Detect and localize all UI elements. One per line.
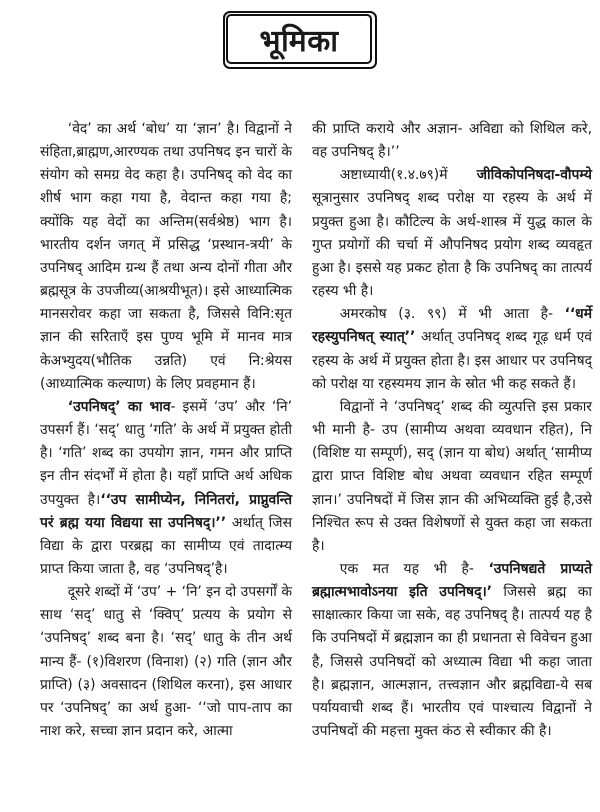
paragraph-text: जिससे ब्रह्म का साक्षात्कार किया जा सके, वह उपनिषद् है। तात्पर्य यह है कि उपनिषदों में ब्रह्मज्ञान का ही प्रधानता से विवेचन हुआ है, जिससे उपनिषदों को अध्यात्म विद्या भी कहा जाता है। ब्रह्मज्ञान, आत्मज्ञान, तत्त्वज्ञान और ब्रह्मविद्या-ये सब पर्यायवाची शब्द हैं। भारतीय एवं पाश्चात्य विद्वानों ने उपनिषदों की महत्ता मुक्त कंठ से स्वीकार की है। bbox=[312, 584, 592, 740]
sanskrit-quote: ‘‘उप सामीप्येन, निनितरां, प्राप्नुवन्ति परं ब्रह्म यया विद्यया सा उपनिषद्।’’ bbox=[40, 491, 292, 531]
paragraph-text: एक मत यह भी है- bbox=[339, 560, 489, 577]
paragraph-amarkosh bbox=[312, 303, 592, 396]
sutra-reference: जीविकोपनिषदा-वौपम्ये bbox=[476, 167, 592, 184]
left-column bbox=[40, 118, 292, 743]
paragraph-text: अमरकोष (३. ९९) में भी आता है- bbox=[339, 306, 565, 323]
paragraph-text: सूत्रानुसार उपनिषद् शब्द परोक्ष या रहस्य के अर्थ में प्रयुक्त हुआ है। कौटिल्य के अर्थ-शास्त्र में युद्ध काल के गुप्त प्रयोगों की चर्चा में औपनिषद प्रयोग शब्द व्यवहृत हुआ है। इससे यह प्रकट होता है कि उपनिषद् का तात्पर्य रहस्य भी है। bbox=[312, 190, 592, 300]
section-heading: ‘उपनिषद्’ का भाव bbox=[67, 398, 171, 415]
sanskrit-quote: ‘उपनिषद्यते प्राप्यते ब्रह्मात्मभावोऽनया इति उपनिषद्।’ bbox=[312, 560, 592, 601]
paragraph-veda-meaning: ‘वेद’ का अर्थ ‘बोध’ या ‘ज्ञान’ है। विद्वानों ने संहिता,ब्राह्मण,आरण्यक तथा उपनिषद इन चारों के संयोग को समग्र वेद कहा है। उपनिषद् को वेद का शीर्ष भाग कहा गया है, वेदान्त कहा गया है; क्योंकि यह वेदों का अन्तिम(सर्वश्रेष्ठ) भाग है। भारतीय दर्शन जगत् में प्रसिद्ध ‘प्रस्थान-त्रयी’ के उपनिषद् आदिम ग्रन्थ हैं तथा अन्य दोनों गीता और ब्रह्मसूत्र के उपजीव्य(आश्रयीभूत)। इसे आध्यात्मिक मानसरोवर कहा जा सकता है, जिससे विनि:सृत ज्ञान की सरिताएँ इस पुण्य भूमि में मानव मात्र केअभ्युदय(भौतिक उन्नति) एवं नि:श्रेयस (आध्यात्मिक कल्याण) के लिए प्रवहमान हैं। bbox=[40, 121, 292, 392]
paragraph-ashtadhyayi bbox=[312, 164, 592, 303]
paragraph-etymology: दूसरे शब्दों में ‘उप’ + ‘नि’ इन दो उपसर्गों के साथ ‘सद्’ धातु से ‘क्विप्’ प्रत्यय के प्रयोग से ‘उपनिषद्’ शब्द बना है। ‘सद्’ धातु के तीन अर्थ मान्य हैं- (१)विशरण (विनाश) (२) गति (ज्ञान और प्राप्ति) (३) अवसादन (शिथिल करना), इस आधार पर ‘उपनिषद्’ का अर्थ हुआ- ‘‘जो पाप-ताप का नाश करे, सच्चा ज्ञान प्रदान करे, आत्मा bbox=[40, 584, 292, 740]
paragraph-upanishad-bhava bbox=[40, 396, 292, 581]
paragraph-another-view bbox=[312, 558, 592, 743]
paragraph-text: अर्थात् जिस विद्या के द्वारा परब्रह्म का सामीप्य एवं तादात्म्य प्राप्त किया जाता है, वह ‘उपनिषद्’है। bbox=[40, 514, 292, 577]
paragraph-continuation: की प्राप्ति कराये और अज्ञान- अविद्या को शिथिल करे, वह उपनिषद् है।’’ bbox=[312, 121, 592, 161]
sanskrit-quote: ‘‘धर्मे रहस्युपनिषत् स्यात्’’ bbox=[312, 306, 592, 346]
right-column bbox=[312, 118, 592, 743]
page-header bbox=[0, 10, 600, 74]
paragraph-text: - इसमें ‘उप’ और ‘नि’ उपसर्ग हैं। ‘सद्’ धातु ‘गति’ के अर्थ में प्रयुक्त होती है। ‘गति’ शब्द का उपयोग ज्ञान, गमन और प्राप्ति इन तीन संदर्भों में होता है। यहाँ प्राप्ति अर्थ अधिक उपयुक्त है। bbox=[40, 398, 292, 508]
page-title: भूमिका bbox=[259, 23, 339, 59]
paragraph-derivation: विद्वानों ने ‘उपनिषद्’ शब्द की व्युत्पत्ति इस प्रकार भी मानी है- उप (सामीप्य अथवा व्यवधान रहित), नि (विशिष्ट या सम्पूर्ण), सद् (ज्ञान या बोध) अर्थात् ‘सामीप्य द्वारा प्राप्त विशिष्ट बोध अथवा व्यवधान रहित सम्पूर्ण ज्ञान।’ उपनिषदों में जिस ज्ञान की अभिव्यक्ति हुई है,उसे निश्चित रूप से उक्त विशेषणों से युक्त कहा जा सकता है। bbox=[312, 398, 592, 554]
paragraph-text: अष्टाध्यायी(१.४.७९)में bbox=[339, 167, 477, 184]
paragraph-text: अर्थात् उपनिषद् शब्द गूढ़ धर्म एवं रहस्य के अर्थ में प्रयुक्त होता है। इस आधार पर उपनिषद् को परोक्ष या रहस्यमय ज्ञान के स्रोत भी कह सकते हैं। bbox=[312, 329, 592, 392]
title-frame bbox=[226, 14, 372, 64]
